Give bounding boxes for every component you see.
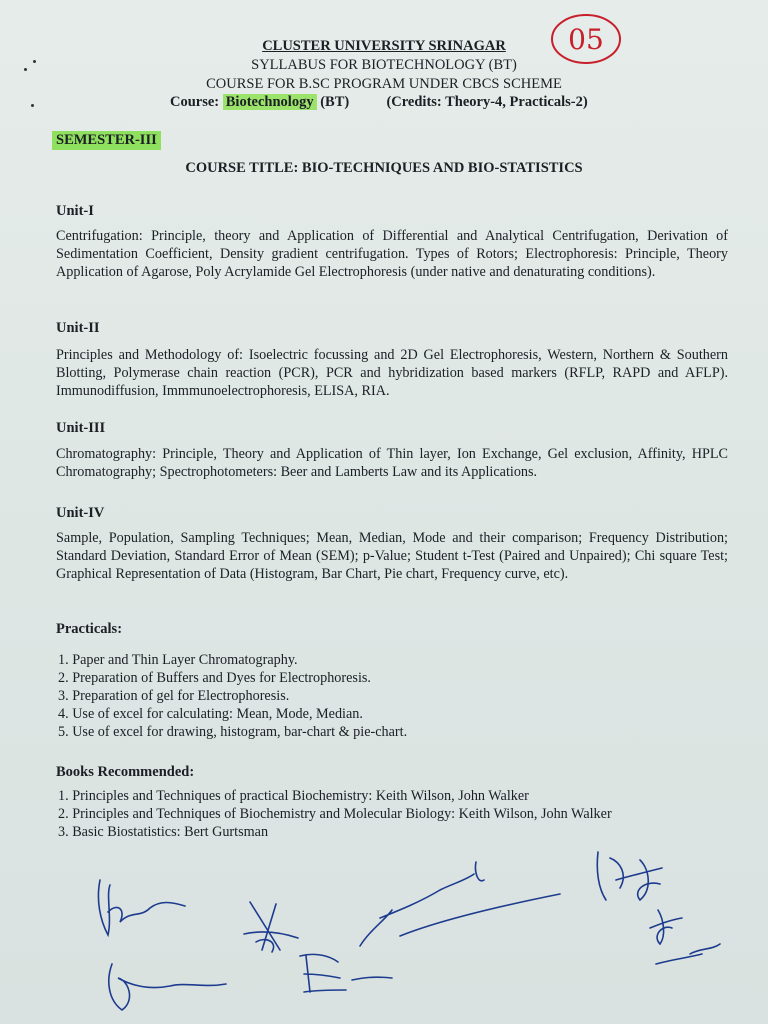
unit-2-text: Principles and Methodology of: Isoelectric focussing and 2D Gel Electrophoresis, Western, Northern & Southern Blotting, Polymerase chain reaction (PCR), PCR and hybridization based markers (RFLP, RAPD and AFLP). Immunodiffusion, Immmunoelectrophoresis, ELISA, RIA. bbox=[56, 347, 728, 399]
signature-3 bbox=[360, 862, 560, 946]
unit-3-title: Unit-III bbox=[56, 420, 106, 436]
unit-4-text: Sample, Population, Sampling Techniques; Mean, Median, Mode and their comparison; Frequency Distribution; Standard Deviation, Standard Error of Mean (SEM); p-Value; Student t-Test (Paired and Unpaired); Chi square Test; Graphical Representation of Data (Histogram, Bar Chart, Pie chart, Frequency curve, etc). bbox=[56, 530, 728, 582]
signature-2 bbox=[244, 902, 298, 952]
list-item: 2. Preparation of Buffers and Dyes for Electrophoresis. bbox=[58, 670, 371, 686]
credits: (Credits: Theory-4, Practicals-2) bbox=[386, 94, 588, 110]
list-item: 5. Use of excel for drawing, histogram, bar-chart & pie-chart. bbox=[58, 724, 408, 740]
unit-1-title: Unit-I bbox=[56, 203, 94, 219]
books-title: Books Recommended: bbox=[56, 764, 195, 780]
semester-badge: SEMESTER-III bbox=[52, 131, 161, 150]
unit-4-title: Unit-IV bbox=[56, 505, 105, 521]
university-name: CLUSTER UNIVERSITY SRINAGAR bbox=[262, 38, 506, 54]
course-for-line: COURSE FOR B.SC PROGRAM UNDER CBCS SCHEME bbox=[206, 76, 562, 92]
signature-5 bbox=[650, 910, 720, 964]
practicals-list bbox=[58, 651, 407, 741]
course-label: Course: bbox=[170, 94, 220, 110]
unit-2-title: Unit-II bbox=[56, 320, 100, 336]
signature-4 bbox=[597, 852, 662, 900]
course-code: (BT) bbox=[320, 94, 350, 110]
unit-1-text: Centrifugation: Principle, theory and Application of Differential and Analytical Centrifugation, Derivation of Sedimentation Coefficient, Density gradient centrifugation. Types of Rotors; Electrophoresis: Principle, Theory Application of Agarose, Poly Acrylamide Gel Electrophoresis (under native and denaturating conditions). bbox=[56, 228, 728, 280]
course-title: COURSE TITLE: BIO-TECHNIQUES AND BIO-STATISTICS bbox=[185, 160, 583, 176]
signature-7 bbox=[300, 954, 392, 992]
unit-3-text: Chromatography: Principle, Theory and Application of Thin layer, Ion Exchange, Gel exclusion, Affinity, HPLC Chromatography; Spectrophotometers: Beer and Lamberts Law and its Applications. bbox=[56, 446, 728, 480]
syllabus-title: SYLLABUS FOR BIOTECHNOLOGY (BT) bbox=[251, 57, 517, 73]
books-list bbox=[58, 787, 612, 841]
course-line bbox=[170, 94, 588, 111]
signature-6 bbox=[109, 964, 226, 1010]
signatures bbox=[0, 840, 768, 1024]
practicals-title: Practicals: bbox=[56, 621, 123, 637]
signature-1 bbox=[98, 880, 185, 935]
list-item: 3. Preparation of gel for Electrophoresis. bbox=[58, 688, 290, 704]
course-name-highlight: Biotechnology bbox=[223, 94, 317, 110]
page-number-text: 05 bbox=[568, 23, 604, 56]
list-item: 2. Principles and Techniques of Biochemistry and Molecular Biology: Keith Wilson, John Walker bbox=[58, 806, 612, 822]
list-item: 4. Use of excel for calculating: Mean, Mode, Median. bbox=[58, 706, 363, 722]
list-item: 1. Principles and Techniques of practical Biochemistry: Keith Wilson, John Walker bbox=[58, 788, 529, 804]
list-item: 1. Paper and Thin Layer Chromatography. bbox=[58, 652, 298, 668]
list-item: 3. Basic Biostatistics: Bert Gurtsman bbox=[58, 824, 269, 840]
